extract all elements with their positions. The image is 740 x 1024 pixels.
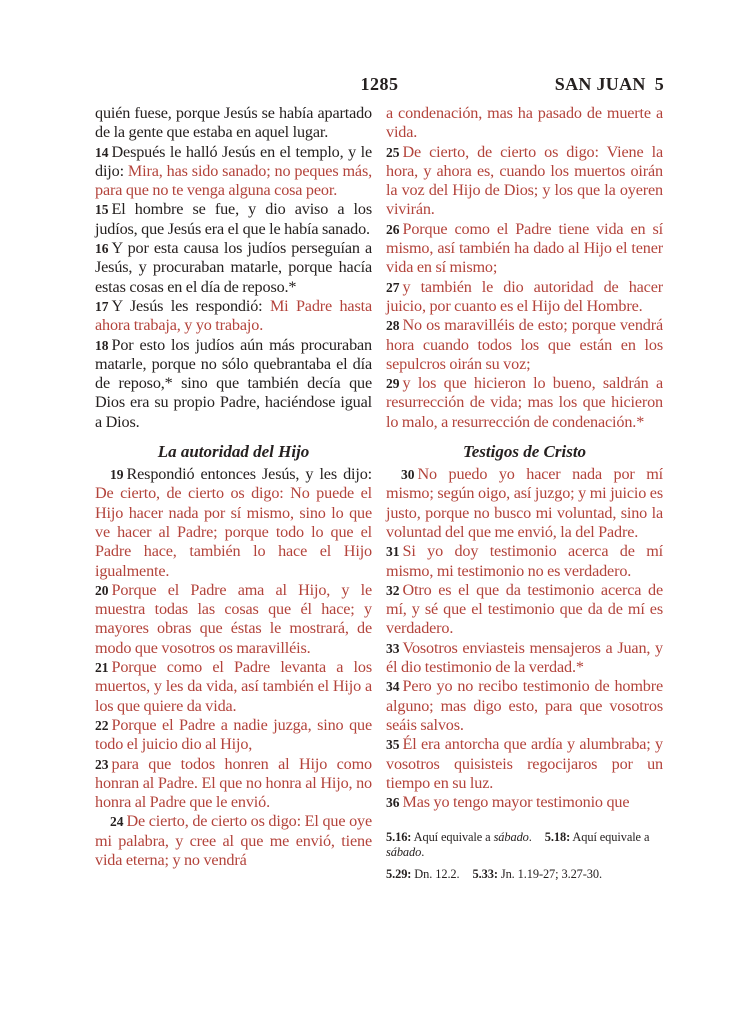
- jesus-words: Vosotros enviasteis mensajeros a Juan, y él dio testimonio de la verdad.*: [386, 638, 663, 677]
- jesus-words: a condenación, mas ha pasado de muerte a vida.: [386, 104, 663, 142]
- verse-36: [386, 793, 663, 812]
- jesus-words: Si yo doy testimonio acerca de mí mismo, mi testimonio no es verdadero.: [386, 542, 663, 580]
- jesus-words: para que todos honren al Hijo como honran al Padre. El que no honra al Hijo, no honra al Padre que le envió.: [95, 754, 372, 812]
- verse-32: [386, 581, 663, 639]
- verse-31: [386, 542, 663, 581]
- narration-text: Y Jesús les respondió:: [111, 296, 270, 315]
- narration-text: Después le halló Jesús en el templo, y le dijo:: [95, 142, 372, 180]
- verse-34: [386, 677, 663, 735]
- footnote-text: sábado: [386, 844, 422, 859]
- jesus-words: Porque el Padre ama al Hijo, y le muestra todas las cosas que él hace; y mayores obras que éstas le mostrará, de modo que vosotros os maravilléis.: [95, 580, 372, 657]
- verse-number: 32: [386, 582, 400, 598]
- jesus-words: Mi Padre hasta ahora trabaja, y yo trabajo.: [95, 296, 372, 335]
- narration-text: Respondió entonces Jesús, y les dijo:: [126, 465, 372, 484]
- verse-29: [386, 374, 663, 432]
- verse-number: 35: [386, 737, 400, 753]
- verse-number: 23: [95, 756, 109, 772]
- jesus-words: Porque como el Padre tiene vida en sí mismo, así también ha dado al Hijo el tener vida en sí mismo;: [386, 219, 663, 277]
- verse-14: [95, 143, 372, 201]
- verse-continuation: [386, 104, 663, 143]
- footnote-text: Jn. 1.19-27; 3.27-30.: [497, 866, 602, 881]
- verse-25: [386, 143, 663, 220]
- jesus-words: y los que hicieron lo bueno, saldrán a resurrección de vida; mas los que hicieron lo malo, a resurrección de condenación.*: [386, 374, 663, 431]
- book-name: SAN JUAN: [554, 74, 646, 94]
- verse-number: 14: [95, 144, 109, 160]
- right-column: [386, 104, 663, 888]
- footnote-reference: 5.29:: [386, 866, 412, 881]
- jesus-words: Porque como el Padre levanta a los muertos, y les da vida, así también el Hijo a los que quiere da vida.: [95, 658, 372, 715]
- jesus-words: De cierto, de cierto os digo: No puede el Hijo hacer nada por sí mismo, sino lo que ve hacer al Padre; porque todo lo que el Padre hace, también lo hace el Hijo igualmente.: [95, 484, 372, 580]
- chapter-number: 5: [654, 74, 664, 94]
- verse-24: [95, 812, 372, 870]
- verse-23: [95, 755, 372, 813]
- verse-number: 16: [95, 241, 109, 257]
- narration-text: quién fuese, porque Jesús se había apartado de la gente que estaba en aquel lugar.: [95, 104, 372, 142]
- jesus-words: Él era antorcha que ardía y alumbraba; y vosotros quisisteis regocijaros por un tiempo en su luz.: [386, 735, 663, 792]
- jesus-words: De cierto, de cierto os digo: El que oye mi palabra, y cree al que me envió, tiene vida eterna; y no vendrá: [95, 812, 372, 869]
- jesus-words: Mas yo tengo mayor testimonio que: [402, 793, 630, 812]
- footnote: [386, 867, 663, 882]
- jesus-words: Pero yo no recibo testimonio de hombre alguno; mas digo esto, para que vosotros seáis salvos.: [386, 677, 663, 734]
- verse-number: 31: [386, 544, 400, 560]
- verse-number: 26: [386, 221, 400, 237]
- verse-number: 28: [386, 318, 400, 334]
- jesus-words: Porque el Padre a nadie juzga, sino que todo el juicio dio al Hijo,: [95, 715, 372, 754]
- verse-35: [386, 735, 663, 793]
- verse-28: [386, 316, 663, 374]
- jesus-words: De cierto, de cierto os digo: Viene la hora, y ahora es, cuando los muertos oirán la voz del Hijo de Dios; y los que la oyeren vivirán.: [386, 142, 663, 219]
- verse-22: [95, 716, 372, 755]
- footnote-text: .: [528, 830, 532, 845]
- footnote-reference: 5.16:: [386, 830, 412, 845]
- verse-number: 34: [386, 679, 400, 695]
- verse-16: [95, 239, 372, 297]
- page-number: 1285: [360, 74, 399, 94]
- verse-number: 17: [95, 298, 109, 314]
- verse-26: [386, 220, 663, 278]
- jesus-words: No puedo yo hacer nada por mí mismo; según oigo, así juzgo; y mi juicio es justo, porque no busco mi voluntad, sino la voluntad del que me envió, la del Padre.: [386, 465, 663, 541]
- verse-number: 22: [95, 717, 109, 733]
- verse-30: [386, 465, 663, 542]
- verse-continuation: [95, 104, 372, 143]
- verse-number: 18: [95, 337, 109, 353]
- footnote-text: Dn. 12.2.: [411, 866, 460, 881]
- verse-20: [95, 581, 372, 658]
- section-heading: Testigos de Cristo: [462, 442, 587, 462]
- narration-text: El hombre se fue, y dio aviso a los judíos, que Jesús era el que le había sanado.: [95, 200, 372, 238]
- section-heading: La autoridad del Hijo: [157, 442, 310, 462]
- verse-number: 27: [386, 279, 400, 295]
- verse-number: 19: [110, 467, 124, 483]
- book-chapter-header: [555, 74, 664, 95]
- verse-number: 20: [95, 582, 109, 598]
- narration-text: Por esto los judíos aún más procuraban matarle, porque no sólo quebrantaba el día de reposo,* sino que también decía que Dios era su propio Padre, haciéndose igual a Dios.: [95, 335, 372, 431]
- verse-19: [95, 465, 372, 581]
- verse-18: [95, 336, 372, 432]
- verse-number: 24: [110, 814, 124, 830]
- footnote-text: sábado: [493, 830, 529, 845]
- verse-number: 25: [386, 144, 400, 160]
- jesus-words: Mira, has sido sanado; no peques más, para que no te venga alguna cosa peor.: [95, 161, 372, 200]
- narration-text: Y por esta causa los judíos perseguían a Jesús, y procuraban matarle, porque hacía estas cosas en el día de reposo.*: [95, 239, 372, 296]
- footnote-text: Aquí equivale a: [411, 830, 494, 845]
- footnote-reference: 5.33:: [472, 866, 498, 881]
- verse-number: 30: [401, 467, 415, 483]
- jesus-words: Otro es el que da testimonio acerca de mí, y sé que el testimonio que da de mí es verdadero.: [386, 580, 663, 638]
- footnote-text: Aquí equivale a: [570, 830, 650, 845]
- verse-15: [95, 200, 372, 239]
- running-header: [95, 74, 664, 96]
- verse-number: 29: [386, 376, 400, 392]
- left-column: [95, 104, 372, 888]
- verse-17: [95, 297, 372, 336]
- footnote: [386, 830, 663, 859]
- verse-number: 36: [386, 795, 400, 811]
- verse-27: [386, 278, 663, 317]
- verse-21: [95, 658, 372, 716]
- text-columns: [95, 104, 664, 888]
- jesus-words: No os maravilléis de esto; porque vendrá hora cuando todos los que están en los sepulcros oirán su voz;: [386, 316, 663, 373]
- verse-number: 15: [95, 202, 109, 218]
- jesus-words: y también le dio autoridad de hacer juicio, por cuanto es el Hijo del Hombre.: [386, 277, 663, 315]
- footnote-text: .: [421, 844, 425, 859]
- verse-number: 21: [95, 660, 109, 676]
- footnote-reference: 5.18:: [544, 830, 571, 845]
- verse-number: 33: [386, 640, 400, 656]
- footnotes-block: [386, 830, 663, 881]
- verse-33: [386, 639, 663, 678]
